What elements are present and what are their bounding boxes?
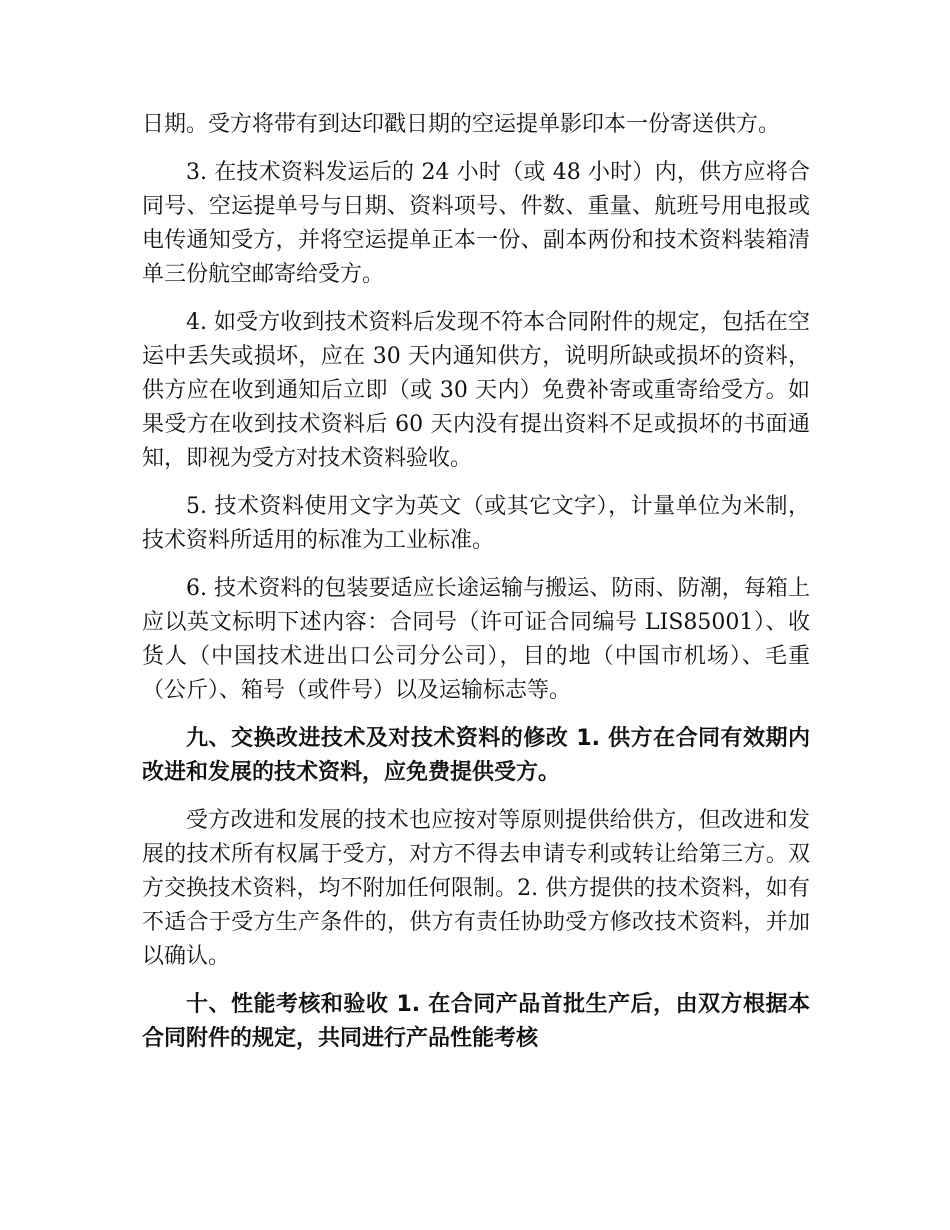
paragraph-item-6: 6. 技术资料的包装要适应长途运输与搬运、防雨、防潮，每箱上应以英文标明下述内容：合同号（许可证合同编号 LIS85001）、收货人（中国技术进出口公司分公司），目的地（中国市机场）、毛重（公斤）、箱号（或件号）以及运输标志等。 bbox=[142, 576, 810, 703]
paragraph-continuation: 日期。受方将带有到达印戳日期的空运提单影印本一份寄送供方。 bbox=[142, 112, 781, 137]
document-page bbox=[142, 108, 810, 1070]
section-heading-9: 九、交换改进技术及对技术资料的修改 1. 供方在合同有效期内改进和发展的技术资料，应免费提供受方。 bbox=[142, 726, 810, 785]
section-heading-10: 十、性能考核和验收 1. 在合同产品首批生产后，由双方根据本合同附件的规定，共同进行产品性能考核 bbox=[142, 992, 810, 1051]
paragraph-section-9-body: 受方改进和发展的技术也应按对等原则提供给供方，但改进和发展的技术所有权属于受方，对方不得去申请专利或转让给第三方。双方交换技术资料，均不附加任何限制。2. 供方提供的技术资料，如有不适合于受方生产条件的，供方有责任协助受方修改技术资料，并加以确认。 bbox=[142, 808, 810, 969]
paragraph-item-5: 5. 技术资料使用文字为英文（或其它文字），计量单位为米制，技术资料所适用的标准为工业标准。 bbox=[142, 494, 810, 553]
paragraph-item-3: 3. 在技术资料发运后的 24 小时（或 48 小时）内，供方应将合同号、空运提单号与日期、资料项号、件数、重量、航班号用电报或电传通知受方，并将空运提单正本一份、副本两份和技术资料装箱清单三份航空邮寄给受方。 bbox=[142, 160, 810, 287]
paragraph-item-4: 4. 如受方收到技术资料后发现不符本合同附件的规定，包括在空运中丢失或损坏，应在 30 天内通知供方，说明所缺或损坏的资料，供方应在收到通知后立即（或 30 天内）免费补寄或重寄给受方。如果受方在收到技术资料后 60 天内没有提出资料不足或损坏的书面通知，即视为受方对技术资料验收。 bbox=[142, 310, 810, 471]
